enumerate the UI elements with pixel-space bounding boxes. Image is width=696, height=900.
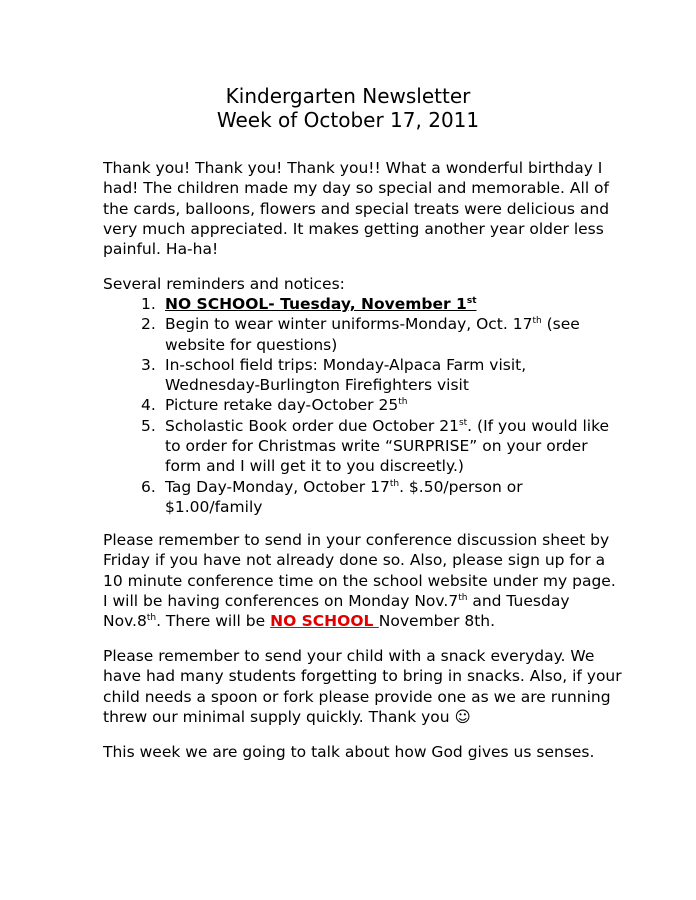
list-text: In-school field trips: Monday-Alpaca Farm visit, Wednesday-Burlington Firefighters visit bbox=[165, 355, 527, 395]
list-number: 4. bbox=[141, 396, 156, 415]
list-number: 6. bbox=[141, 477, 156, 496]
list-text: (see website for questions) bbox=[165, 315, 580, 354]
list-number: 2. bbox=[141, 315, 156, 334]
no-school-highlight: NO SCHOOL bbox=[270, 612, 379, 631]
list-item: 2. Begin to wear winter uniforms-Monday, Oct. 17th (see website for questions) bbox=[141, 315, 580, 354]
list-item bbox=[103, 355, 623, 396]
newsletter-title bbox=[0, 84, 696, 132]
list-text: Tag Day-Monday, October 17 bbox=[165, 477, 390, 496]
list-number: 1. bbox=[141, 295, 156, 313]
senses-paragraph: This week we are going to talk about how God gives us senses. bbox=[103, 743, 595, 761]
conference-paragraph: Please remember to send in your conference discussion sheet by Friday if you have not already done so. Also, please sign up for a 10 minute conference time on the school website under my page. I will be having conferences on Monday Nov.7th and Tuesday Nov.8th. There will be NO SCHOOL November 8th. bbox=[103, 531, 616, 631]
list-item: 6. Tag Day-Monday, October 17th. $.50/person or $1.00/family bbox=[141, 477, 523, 516]
list-text: Scholastic Book order due October 21 bbox=[165, 416, 459, 435]
list-text: Picture retake day-October 25 bbox=[165, 396, 399, 415]
snack-paragraph: Please remember to send your child with a snack everyday. We have had many students forgetting to bring in snacks. Also, if your child needs a spoon or fork please provide one as we are running threw our minimal supply quickly. Thank you ☺ bbox=[103, 647, 622, 726]
title-line-2: Week of October 17, 2011 bbox=[216, 108, 480, 132]
list-text: . (If you would like to order for Christmas write “SURPRISE” on your order form and I will get it to you discreetly.) bbox=[165, 416, 610, 476]
birthday-thanks-paragraph: Thank you! Thank you! Thank you!! What a wonderful birthday I had! The children made my day so special and memorable. All of the cards, balloons, flowers and special treats were delicious and very much appreciated. It makes getting another year older less painful. Ha-ha! bbox=[103, 159, 610, 259]
list-text: . $.50/person or $1.00/family bbox=[165, 477, 523, 516]
list-number: 3. bbox=[141, 355, 156, 374]
title-line-1: Kindergarten Newsletter bbox=[225, 84, 471, 108]
no-school-notice: NO SCHOOL- Tuesday, November 1st bbox=[165, 295, 477, 313]
list-text: Begin to wear winter uniforms-Monday, Oct. 17 bbox=[165, 315, 533, 334]
reminders-heading: Several reminders and notices: bbox=[103, 275, 345, 293]
list-number: 5. bbox=[141, 416, 156, 435]
list-item bbox=[103, 294, 623, 314]
list-item: 4. Picture retake day-October 25th bbox=[141, 396, 408, 415]
reminders-list bbox=[103, 294, 623, 517]
list-item: 5. Scholastic Book order due October 21st. (If you would like to order for Christmas write “SURPRISE” on your order form and I will get it to you discreetly.) bbox=[141, 416, 610, 476]
